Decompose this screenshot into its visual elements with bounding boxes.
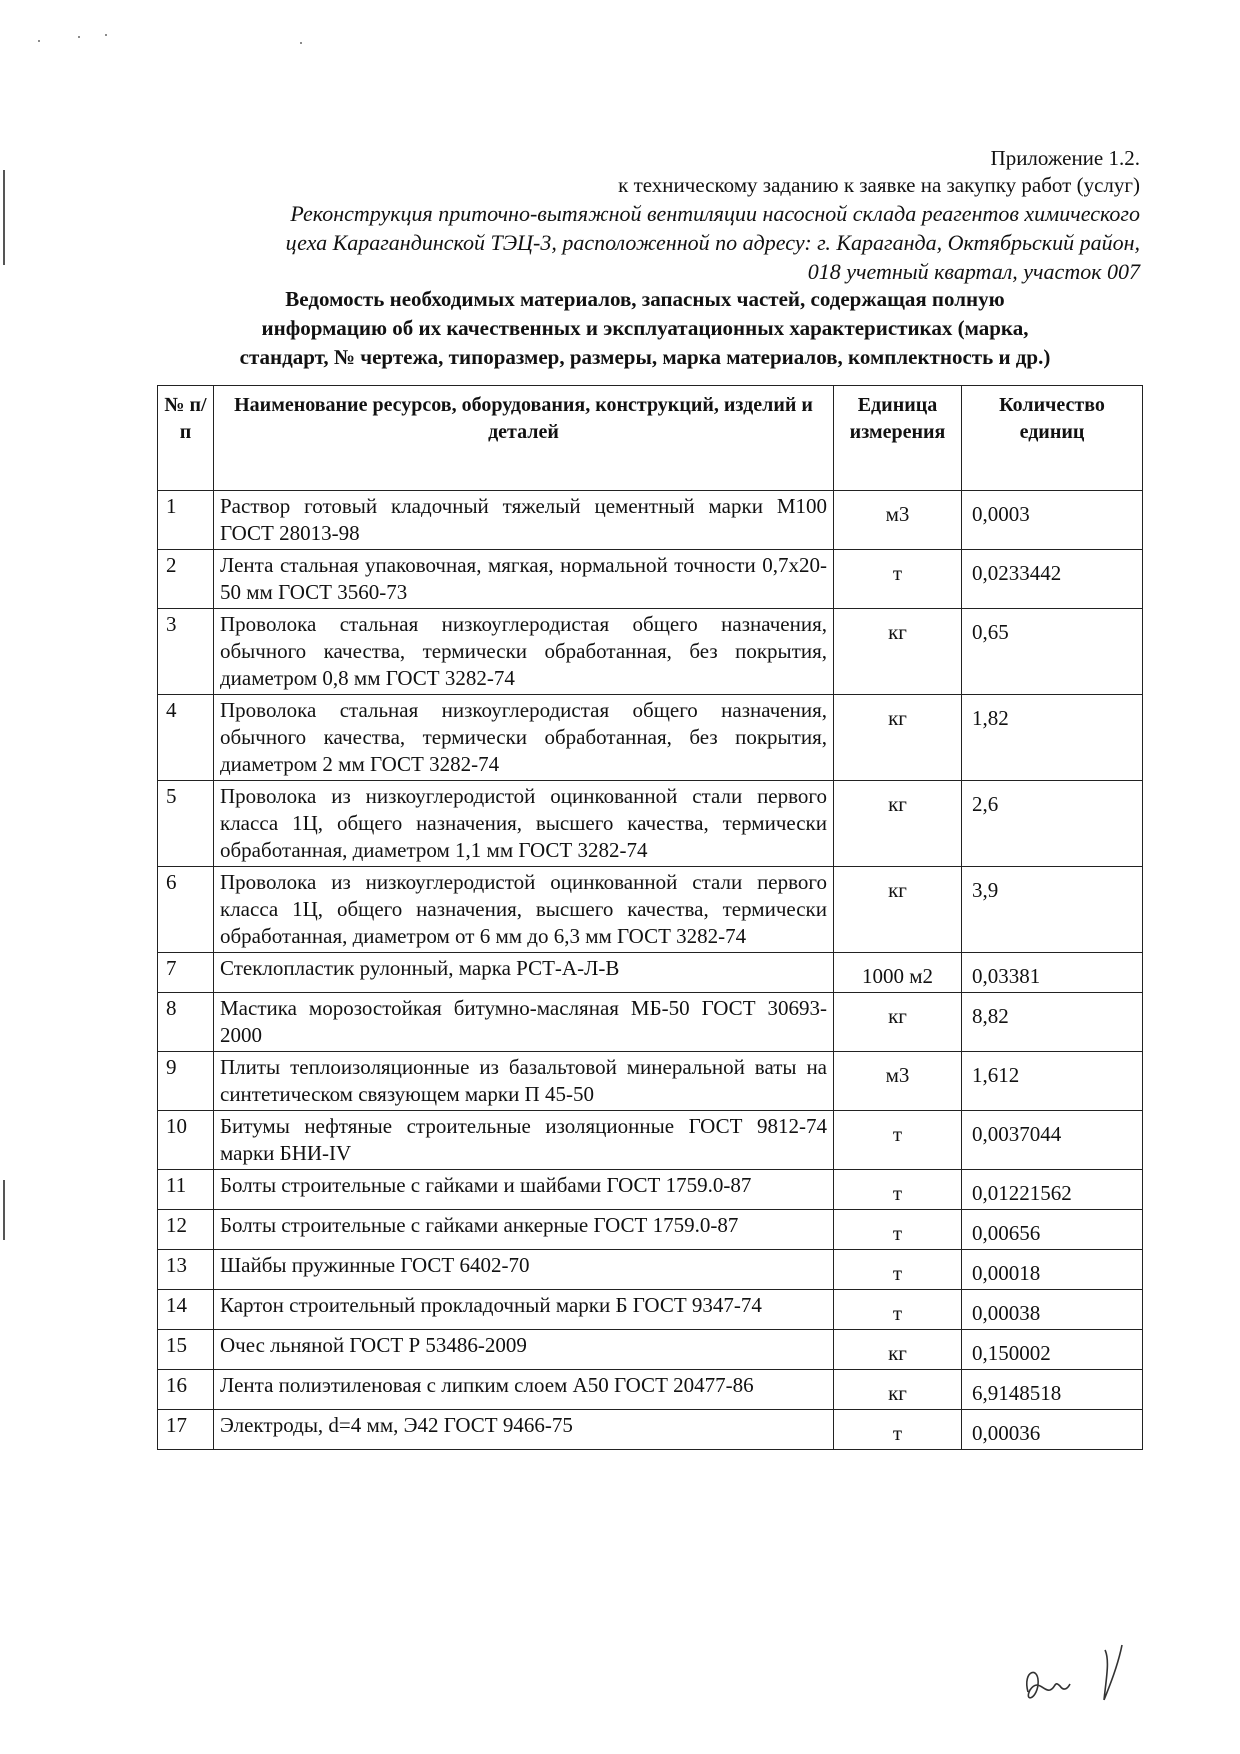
cell-qty: 0,0233442	[962, 550, 1143, 609]
cell-unit: кг	[834, 695, 962, 781]
cell-name: Болты строительные с гайками анкерные ГОСТ 1759.0-87	[214, 1210, 834, 1250]
appendix-label: Приложение 1.2.	[990, 146, 1140, 170]
cell-num: 3	[158, 609, 214, 695]
cell-unit: 1000 м2	[834, 953, 962, 993]
cell-unit: м3	[834, 1052, 962, 1111]
table-row	[158, 1250, 1143, 1290]
cell-unit: т	[834, 1170, 962, 1210]
cell-name: Электроды, d=4 мм, Э42 ГОСТ 9466-75	[214, 1410, 834, 1450]
header-unit: Единица измерения	[834, 386, 962, 491]
table-header-row	[158, 386, 1143, 491]
cell-qty: 2,6	[962, 781, 1143, 867]
cell-num: 16	[158, 1370, 214, 1410]
project-line-2: цеха Карагандинской ТЭЦ-3, расположенной по адресу: г. Караганда, Октябрьский район,	[285, 230, 1140, 255]
cell-num: 5	[158, 781, 214, 867]
cell-unit: т	[834, 1111, 962, 1170]
cell-qty: 6,9148518	[962, 1370, 1143, 1410]
cell-qty: 0,03381	[962, 953, 1143, 993]
scan-margin-mark	[3, 170, 5, 265]
cell-num: 1	[158, 491, 214, 550]
table-row	[158, 1330, 1143, 1370]
cell-num: 12	[158, 1210, 214, 1250]
cell-name: Лента полиэтиленовая с липким слоем А50 ГОСТ 20477-86	[214, 1370, 834, 1410]
cell-name: Болты строительные с гайками и шайбами ГОСТ 1759.0-87	[214, 1170, 834, 1210]
cell-name: Лента стальная упаковочная, мягкая, нормальной точности 0,7х20-50 мм ГОСТ 3560-73	[214, 550, 834, 609]
scan-speck	[38, 40, 40, 42]
table-row	[158, 953, 1143, 993]
document-header	[150, 145, 1140, 286]
table-row	[158, 695, 1143, 781]
table-row	[158, 491, 1143, 550]
table-row	[158, 1410, 1143, 1450]
cell-num: 15	[158, 1330, 214, 1370]
cell-unit: т	[834, 1250, 962, 1290]
cell-name: Проволока стальная низкоуглеродистая общего назначения, обычного качества, термически обработанная, без покрытия, диаметром 2 мм ГОСТ 3282-74	[214, 695, 834, 781]
title-line-1: Ведомость необходимых материалов, запасных частей, содержащая полную	[285, 287, 1005, 311]
cell-num: 10	[158, 1111, 214, 1170]
cell-name: Плиты теплоизоляционные из базальтовой минеральной ваты на синтетическом связующем марки П 45-50	[214, 1052, 834, 1111]
cell-qty: 0,0037044	[962, 1111, 1143, 1170]
cell-num: 13	[158, 1250, 214, 1290]
cell-qty: 1,82	[962, 695, 1143, 781]
header-name: Наименование ресурсов, оборудования, конструкций, изделий и деталей	[214, 386, 834, 491]
table-row	[158, 550, 1143, 609]
cell-num: 14	[158, 1290, 214, 1330]
cell-qty: 0,00656	[962, 1210, 1143, 1250]
cell-qty: 0,01221562	[962, 1170, 1143, 1210]
cell-qty: 0,00038	[962, 1290, 1143, 1330]
cell-unit: т	[834, 1210, 962, 1250]
cell-name: Раствор готовый кладочный тяжелый цементный марки М100 ГОСТ 28013-98	[214, 491, 834, 550]
cell-num: 4	[158, 695, 214, 781]
project-line-3: 018 учетный квартал, участок 007	[807, 259, 1140, 284]
cell-qty: 8,82	[962, 993, 1143, 1052]
cell-qty: 0,00018	[962, 1250, 1143, 1290]
materials-table	[157, 385, 1143, 1450]
table-body	[158, 491, 1143, 1450]
cell-num: 2	[158, 550, 214, 609]
cell-name: Проволока стальная низкоуглеродистая общего назначения, обычного качества, термически обработанная, без покрытия, диаметром 0,8 мм ГОСТ 3282-74	[214, 609, 834, 695]
table-row	[158, 1210, 1143, 1250]
cell-unit: кг	[834, 867, 962, 953]
cell-name: Проволока из низкоуглеродистой оцинкованной стали первого класса 1Ц, общего назначения, высшего качества, термически обработанная, диаметром 1,1 мм ГОСТ 3282-74	[214, 781, 834, 867]
handwritten-signature	[1010, 1630, 1150, 1720]
scan-speck	[105, 34, 107, 36]
table-row	[158, 1290, 1143, 1330]
cell-num: 17	[158, 1410, 214, 1450]
project-line-1: Реконструкция приточно-вытяжной вентиляции насосной склада реагентов химического	[290, 201, 1140, 226]
cell-qty: 0,0003	[962, 491, 1143, 550]
scan-speck	[300, 42, 302, 44]
table-row	[158, 1111, 1143, 1170]
table-row	[158, 781, 1143, 867]
cell-unit: т	[834, 1290, 962, 1330]
scan-speck	[78, 36, 80, 38]
spec-reference: к техническому заданию к заявке на закупку работ (услуг)	[618, 173, 1140, 197]
cell-num: 8	[158, 993, 214, 1052]
cell-unit: кг	[834, 609, 962, 695]
cell-name: Картон строительный прокладочный марки Б ГОСТ 9347-74	[214, 1290, 834, 1330]
document-title	[160, 285, 1130, 372]
scan-margin-mark	[3, 1180, 5, 1240]
table-row	[158, 1370, 1143, 1410]
cell-unit: кг	[834, 993, 962, 1052]
cell-unit: т	[834, 1410, 962, 1450]
header-num: № п/п	[158, 386, 214, 491]
cell-num: 9	[158, 1052, 214, 1111]
cell-qty: 0,00036	[962, 1410, 1143, 1450]
title-line-3: стандарт, № чертежа, типоразмер, размеры, марка материалов, комплектность и др.)	[239, 345, 1051, 369]
cell-name: Очес льняной ГОСТ Р 53486-2009	[214, 1330, 834, 1370]
cell-unit: кг	[834, 781, 962, 867]
cell-qty: 1,612	[962, 1052, 1143, 1111]
table-row	[158, 1170, 1143, 1210]
cell-num: 11	[158, 1170, 214, 1210]
cell-name: Проволока из низкоуглеродистой оцинкованной стали первого класса 1Ц, общего назначения, высшего качества, термически обработанная, диаметром от 6 мм до 6,3 мм ГОСТ 3282-74	[214, 867, 834, 953]
table-row	[158, 993, 1143, 1052]
cell-name: Шайбы пружинные ГОСТ 6402-70	[214, 1250, 834, 1290]
header-qty: Количество единиц	[962, 386, 1143, 491]
cell-num: 7	[158, 953, 214, 993]
table-row	[158, 609, 1143, 695]
cell-name: Стеклопластик рулонный, марка РСТ-А-Л-В	[214, 953, 834, 993]
cell-num: 6	[158, 867, 214, 953]
title-line-2: информацию об их качественных и эксплуатационных характеристиках (марка,	[261, 316, 1029, 340]
cell-unit: кг	[834, 1370, 962, 1410]
cell-qty: 3,9	[962, 867, 1143, 953]
cell-unit: т	[834, 550, 962, 609]
table-row	[158, 867, 1143, 953]
cell-qty: 0,65	[962, 609, 1143, 695]
cell-unit: м3	[834, 491, 962, 550]
cell-qty: 0,150002	[962, 1330, 1143, 1370]
cell-name: Мастика морозостойкая битумно-масляная МБ-50 ГОСТ 30693-2000	[214, 993, 834, 1052]
cell-name: Битумы нефтяные строительные изоляционные ГОСТ 9812-74 марки БНИ-IV	[214, 1111, 834, 1170]
table-row	[158, 1052, 1143, 1111]
cell-unit: кг	[834, 1330, 962, 1370]
